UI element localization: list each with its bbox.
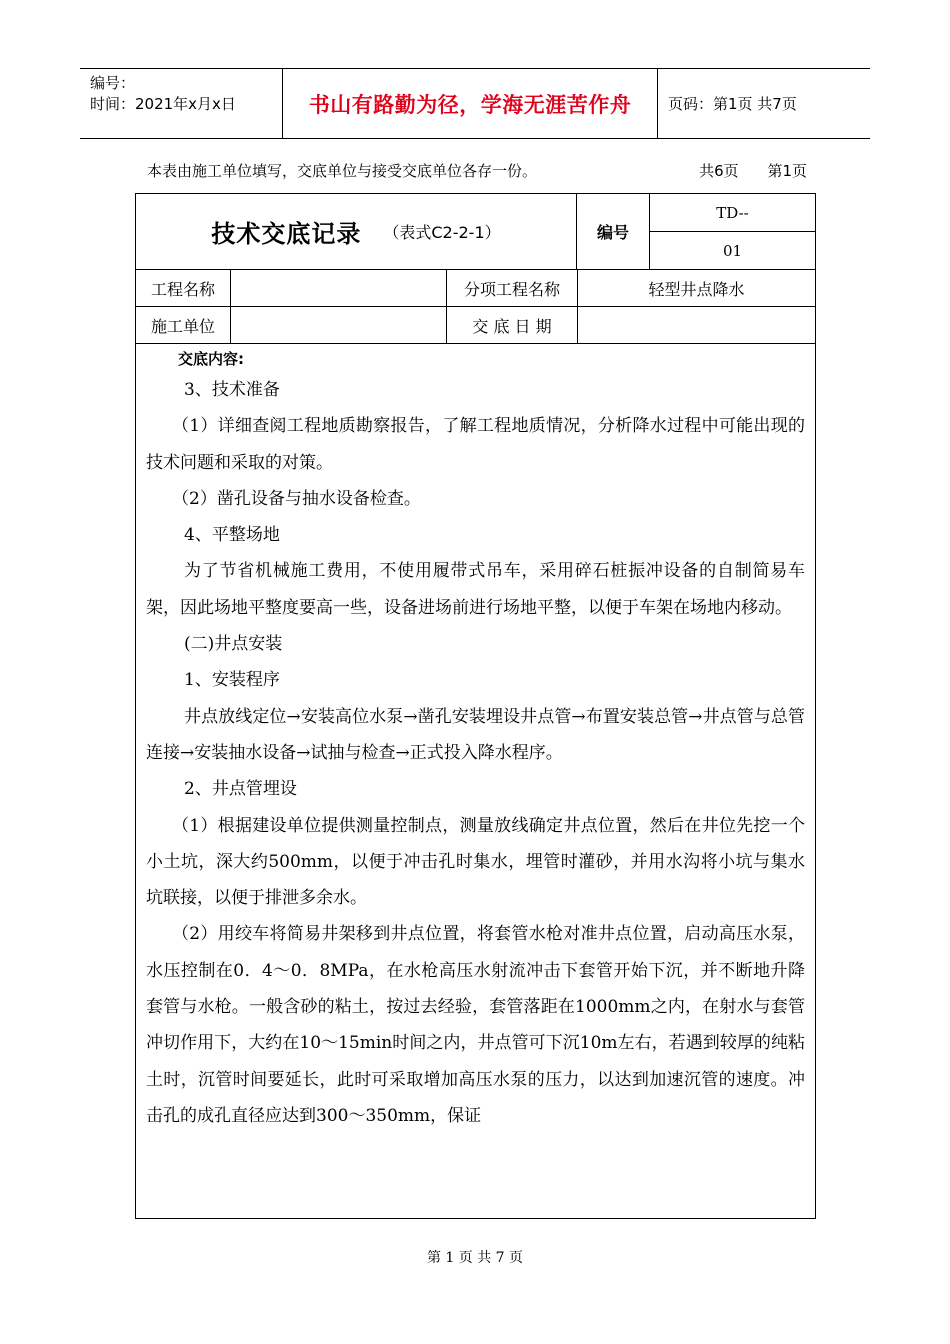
paragraph: 2、井点管埋设 [184, 779, 297, 800]
form-note [147, 160, 807, 181]
paragraph: (二)井点安装 [184, 634, 283, 655]
paragraph: （1）根据建设单位提供测量控制点，测量放线确定井点位置，然后在井位先挖一个小土坑，深大约500mm，以便于冲击孔时集水，埋管时灌砂，并用水沟将小坑与集水坑联接，以便于排泄多余水。 [146, 815, 805, 909]
paragraph: （2）凿孔设备与抽水设备检查。 [172, 488, 421, 509]
form-title: 技术交底记录 [211, 220, 362, 248]
paragraph: 1、安装程序 [184, 670, 280, 691]
number-value-1: TD-- [650, 194, 815, 232]
project-name-label: 工程名称 [136, 270, 231, 306]
date-label: 交 底 日 期 [447, 307, 578, 343]
header-meta [80, 69, 282, 138]
paragraph: 4、平整场地 [184, 525, 280, 546]
note-text: 本表由施工单位填写，交底单位与接受交底单位各存一份。 [147, 162, 538, 180]
content-heading: 交底内容: [178, 350, 244, 368]
sub-project-value: 轻型井点降水 [648, 279, 745, 299]
form-code: （表式C2-2-1） [383, 223, 501, 242]
page-header [80, 68, 870, 139]
paragraph: （1）详细查阅工程地质勘察报告，了解工程地质情况，分析降水过程中可能出现的技术问题和采取的对策。 [146, 416, 805, 473]
paragraph: （2）用绞车将简易井架移到井点位置，将套管水枪对准井点位置，启动高压水泵，水压控制在0．4～0．8MPa，在水枪高压水射流冲击下套管开始下沉，并不断地升降套管与水枪。一般含砂的粘土，按过去经验，套管落距在1000mm之内，在射水与套管冲切作用下，大约在10～15min时间之内，井点管可下沉10m左右，若遇到较厚的纯粘土时，沉管时间要延长，此时可采取增加高压水泵的压力，以达到加速沉管的速度。冲击孔的成孔直径应达到300～350mm，保证 [146, 924, 805, 1126]
time-label: 时间：2021年x月x日 [90, 95, 236, 113]
contractor-value [231, 307, 447, 343]
form-title-row [136, 194, 815, 270]
header-page-info: 页码：第1页 共7页 [668, 95, 797, 113]
motto: 书山有路勤为径，学海无涯苦作舟 [282, 69, 658, 138]
number-value-2: 01 [722, 241, 743, 260]
number-value-cell [650, 194, 815, 269]
sub-project-label: 分项工程名称 [447, 270, 578, 306]
title-cell [136, 194, 577, 269]
page-footer: 第 1 页 共 7 页 [426, 1250, 524, 1266]
note-current: 第1页 [767, 162, 807, 180]
disclosure-form [135, 193, 816, 1219]
paragraph: 为了节省机械施工费用，不使用履带式吊车，采用碎石桩振冲设备的自制简易车架，因此场地平整度要高一些，设备进场前进行场地平整，以便于车架在场地内移动。 [146, 561, 805, 618]
project-name-value [231, 270, 447, 306]
number-label: 编号： [90, 74, 136, 92]
date-value [578, 307, 815, 343]
contractor-label: 施工单位 [136, 307, 231, 343]
number-label-cell: 编号 [577, 194, 650, 269]
paragraph: 3、技术准备 [184, 380, 280, 400]
disclosure-content [136, 344, 815, 1134]
note-total: 共6页 [699, 162, 739, 180]
note-pages [675, 160, 807, 181]
project-row [136, 270, 815, 307]
paragraph: 井点放线定位→安装高位水泵→凿孔安装埋设井点管→布置安装总管→井点管与总管连接→安装抽水设备→试抽与检查→正式投入降水程序。 [146, 706, 805, 763]
contractor-row [136, 307, 815, 344]
